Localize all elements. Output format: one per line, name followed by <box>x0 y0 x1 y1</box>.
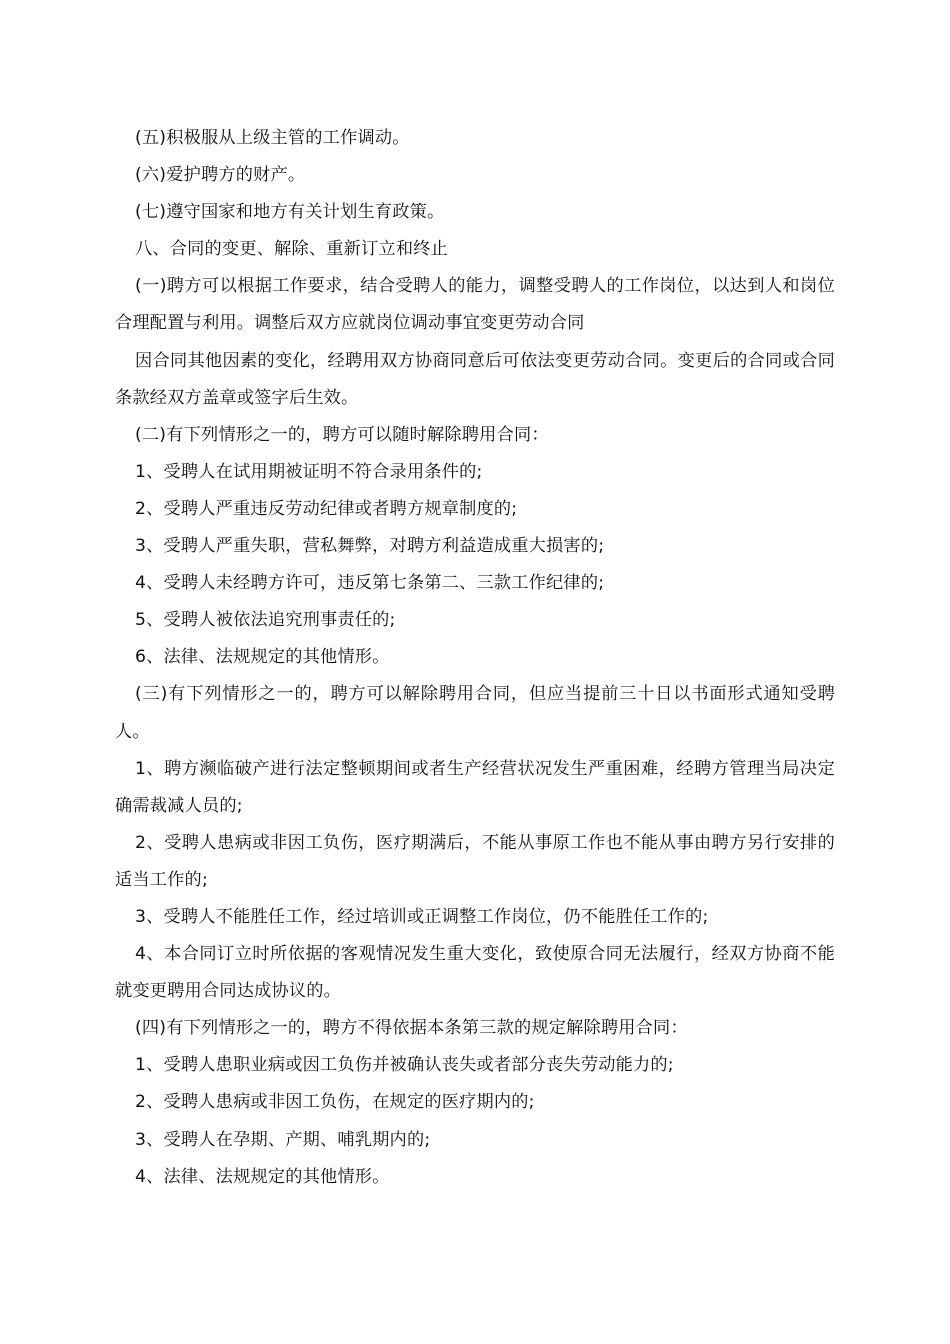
section-8-item-3: (三)有下列情形之一的，聘方可以解除聘用合同，但应当提前三十日以书面形式通知受聘人。 <box>115 684 835 742</box>
section-8-item-2: (二)有下列情形之一的，聘方可以随时解除聘用合同： <box>135 424 549 445</box>
list-item: 4、法律、法规规定的其他情形。 <box>135 1166 390 1187</box>
list-item: 1、受聘人患职业病或因工负伤并被确认丧失或者部分丧失劳动能力的; <box>135 1055 674 1076</box>
document-body <box>115 120 835 1196</box>
list-item: 3、受聘人在孕期、产期、哺乳期内的; <box>135 1129 431 1150</box>
section-8-item-1: (一)聘方可以根据工作要求，结合受聘人的能力，调整受聘人的工作岗位，以达到人和岗位合理配置与利用。调整后双方应就岗位调动事宜变更劳动合同 <box>115 276 835 334</box>
list-item: 3、受聘人严重失职，营私舞弊，对聘方利益造成重大损害的; <box>135 536 605 557</box>
section-8-item-1-continued: 因合同其他因素的变化，经聘用双方协商同意后可依法变更劳动合同。变更后的合同或合同条款经双方盖章或签字后生效。 <box>115 350 835 408</box>
list-item: 1、受聘人在试用期被证明不符合录用条件的; <box>135 461 483 482</box>
list-item: 4、受聘人未经聘方许可，违反第七条第二、三款工作纪律的; <box>135 573 605 594</box>
section-8-item-4: (四)有下列情形之一的，聘方不得依据本条第三款的规定解除聘用合同： <box>135 1018 688 1039</box>
list-item: 4、本合同订立时所依据的客观情况发生重大变化，致使原合同无法履行，经双方协商不能就变更聘用合同达成协议的。 <box>115 944 835 1002</box>
list-item: 1、聘方濒临破产进行法定整顿期间或者生产经营状况发生严重困难，经聘方管理当局决定确需裁减人员的; <box>115 758 835 816</box>
list-item: 5、受聘人被依法追究刑事责任的; <box>135 610 396 631</box>
list-item: 2、受聘人患病或非因工负伤，医疗期满后，不能从事原工作也不能从事由聘方另行安排的适当工作的; <box>115 832 835 890</box>
list-item: 2、受聘人严重违反劳动纪律或者聘方规章制度的; <box>135 498 518 519</box>
list-item: 2、受聘人患病或非因工负伤，在规定的医疗期内的; <box>135 1092 535 1113</box>
clause-6-protect-property: (六)爱护聘方的财产。 <box>135 165 306 186</box>
clause-7-family-planning: (七)遵守国家和地方有关计划生育政策。 <box>135 202 445 223</box>
list-item: 3、受聘人不能胜任工作，经过培训或正调整工作岗位，仍不能胜任工作的; <box>135 906 709 927</box>
section-8-heading: 八、合同的变更、解除、重新订立和终止 <box>135 239 448 260</box>
list-item: 6、法律、法规规定的其他情形。 <box>135 647 390 668</box>
clause-5-obey-transfer: (五)积极服从上级主管的工作调动。 <box>135 128 410 148</box>
